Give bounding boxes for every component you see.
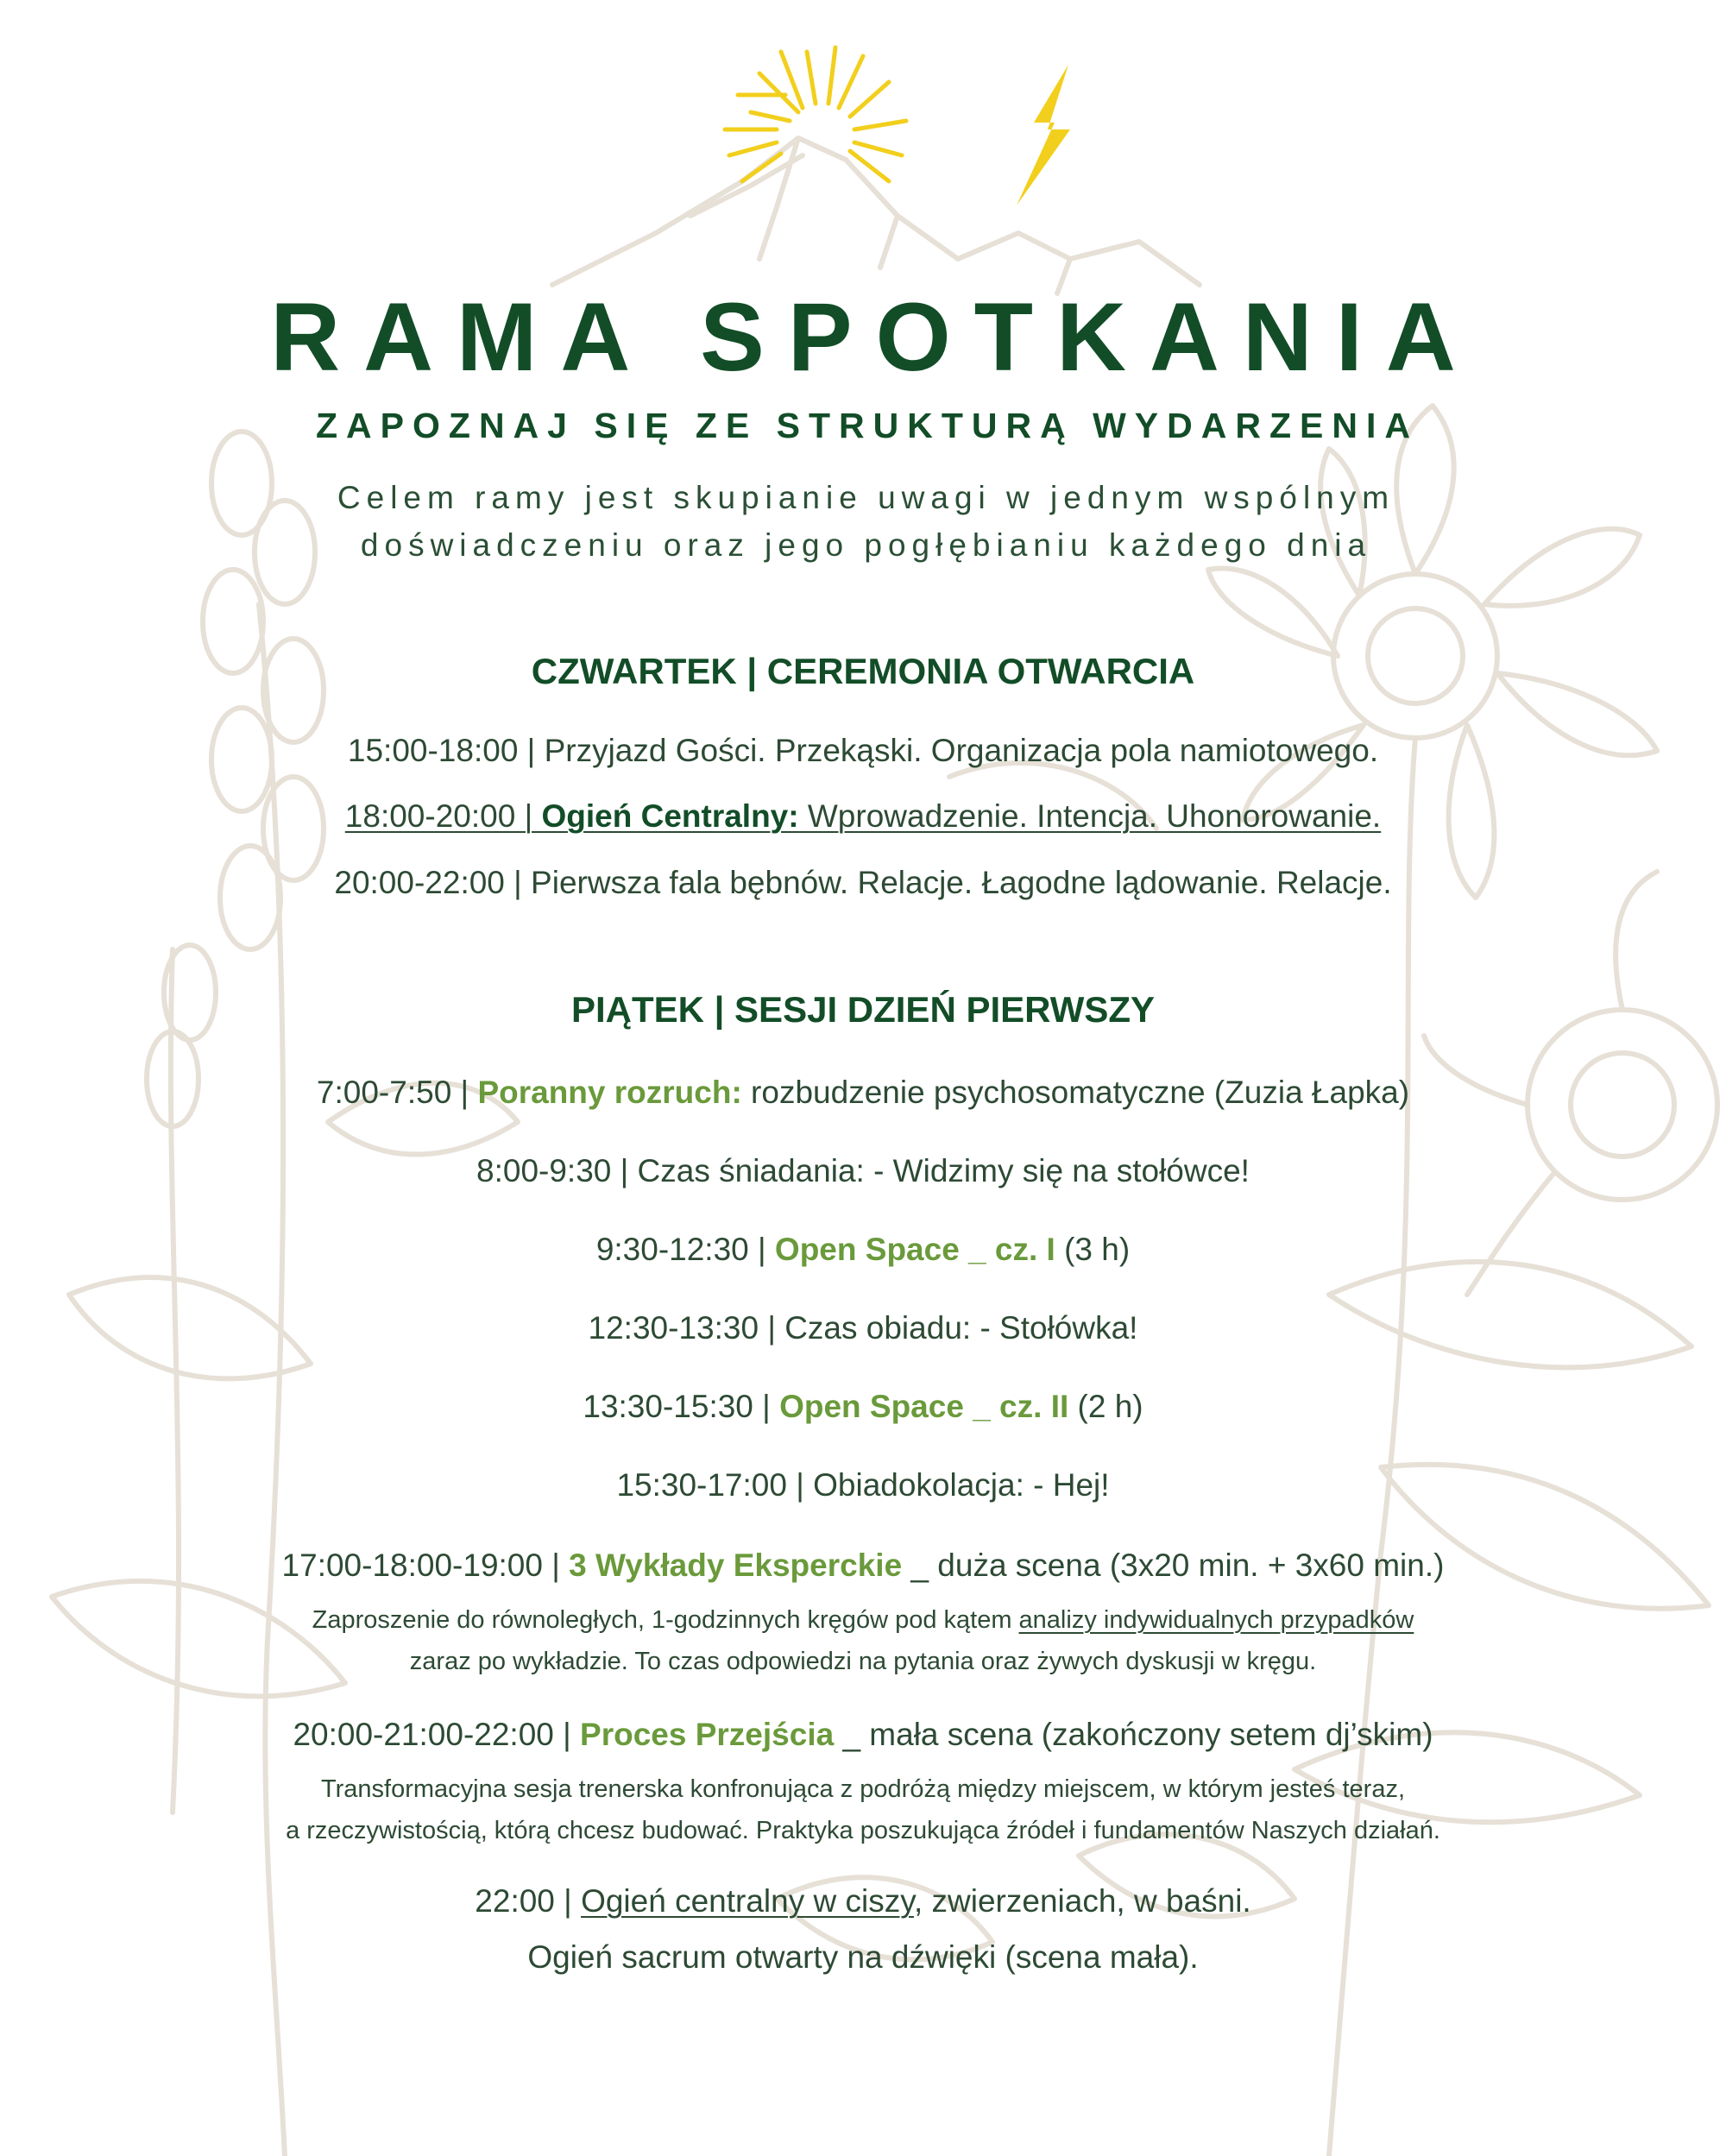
- note-text: Zaproszenie do równoległych, 1-godzinnych kręgów pod kątem: [312, 1606, 1019, 1634]
- schedule-item: [0, 1390, 1726, 1422]
- item-time: 20:00-21:00-22:00 |: [293, 1717, 581, 1752]
- item-label: Open Space _ cz. I: [774, 1232, 1055, 1267]
- thursday-heading: CZWARTEK | CEREMONIA OTWARCIA: [531, 651, 1195, 691]
- intro-line-2: doświadczeniu oraz jego pogłębianiu każdego dnia: [360, 527, 1372, 563]
- item-label: Proces Przejścia: [580, 1717, 835, 1752]
- item-description: _ mała scena (zakończony setem dj’skim): [834, 1717, 1433, 1752]
- schedule-item: [0, 1718, 1726, 1750]
- item-time: 17:00-18:00-19:00 |: [281, 1548, 570, 1583]
- item-label: Ogień Centralny:: [541, 798, 799, 834]
- schedule-item: [0, 1885, 1726, 1917]
- schedule-item: 8:00-9:30 | Czas śniadania: - Widzimy się na stołówce!: [476, 1153, 1250, 1188]
- friday-heading: PIĄTEK | SESJI DZIEŃ PIERWSZY: [570, 989, 1156, 1030]
- page-subtitle: ZAPOZNAJ SIĘ ZE STRUKTURĄ WYDARZENIA: [316, 406, 1419, 445]
- schedule-item: 15:00-18:00 | Przyjazd Gości. Przekąski. Organizacja pola namiotowego.: [347, 733, 1379, 768]
- schedule-item: [0, 1549, 1726, 1581]
- schedule-item[interactable]: [0, 800, 1726, 832]
- schedule-item: [0, 1076, 1726, 1108]
- item-time: 18:00-20:00 |: [344, 798, 542, 834]
- schedule-item: 15:30-17:00 | Obiadokolacja: - Hej!: [616, 1467, 1110, 1503]
- schedule-item: 20:00-22:00 | Pierwsza fala bębnów. Relacje. Łagodne lądowanie. Relacje.: [334, 865, 1392, 900]
- item-label: 3 Wykłady Eksperckie: [569, 1548, 903, 1583]
- schedule-item: 12:30-13:30 | Czas obiadu: - Stołówka!: [588, 1310, 1138, 1346]
- item-description: , zwierzeniach, w baśni.: [913, 1883, 1251, 1919]
- item-description: _ duża scena (3x20 min. + 3x60 min.): [902, 1548, 1445, 1583]
- page-title: RAMA SPOTKANIA: [270, 283, 1479, 391]
- item-label: Poranny rozruch:: [477, 1075, 742, 1110]
- schedule-item-continuation: Ogień sacrum otwarty na dźwięki (scena mała).: [527, 1939, 1199, 1975]
- case-analysis-link[interactable]: analizy indywidualnych przypadków: [1018, 1606, 1414, 1634]
- item-description: Wprowadzenie. Intencja. Uhonorowanie.: [798, 798, 1382, 834]
- transition-note-line-1: Transformacyjna sesja trenerska konfronująca z podróżą między miejscem, w którym jesteś teraz,: [320, 1775, 1406, 1803]
- transition-note-line-2: a rzeczywistością, którą chcesz budować. Praktyka poszukująca źródeł i fundamentów Naszych działań.: [286, 1817, 1440, 1844]
- lecture-note-line-1: [0, 1608, 1726, 1633]
- item-time: 22:00 |: [475, 1883, 582, 1919]
- schedule-item: [0, 1233, 1726, 1265]
- intro-line-1: Celem ramy jest skupianie uwagi w jednym wspólnym: [337, 480, 1395, 515]
- item-description: rozbudzenie psychosomatyczne (Zuzia Łapka): [741, 1075, 1410, 1110]
- item-time: 9:30-12:30 |: [595, 1232, 775, 1267]
- lecture-note-line-2: zaraz po wykładzie. To czas odpowiedzi na pytania oraz żywych dyskusji w kręgu.: [409, 1648, 1317, 1675]
- item-time: 13:30-15:30 |: [583, 1389, 780, 1424]
- central-fire-link[interactable]: Ogień centralny w ciszy: [581, 1883, 914, 1919]
- item-label: Open Space _ cz. II: [779, 1389, 1069, 1424]
- item-description: (3 h): [1055, 1232, 1131, 1267]
- item-description: (2 h): [1068, 1389, 1143, 1424]
- item-time: 7:00-7:50 |: [316, 1075, 478, 1110]
